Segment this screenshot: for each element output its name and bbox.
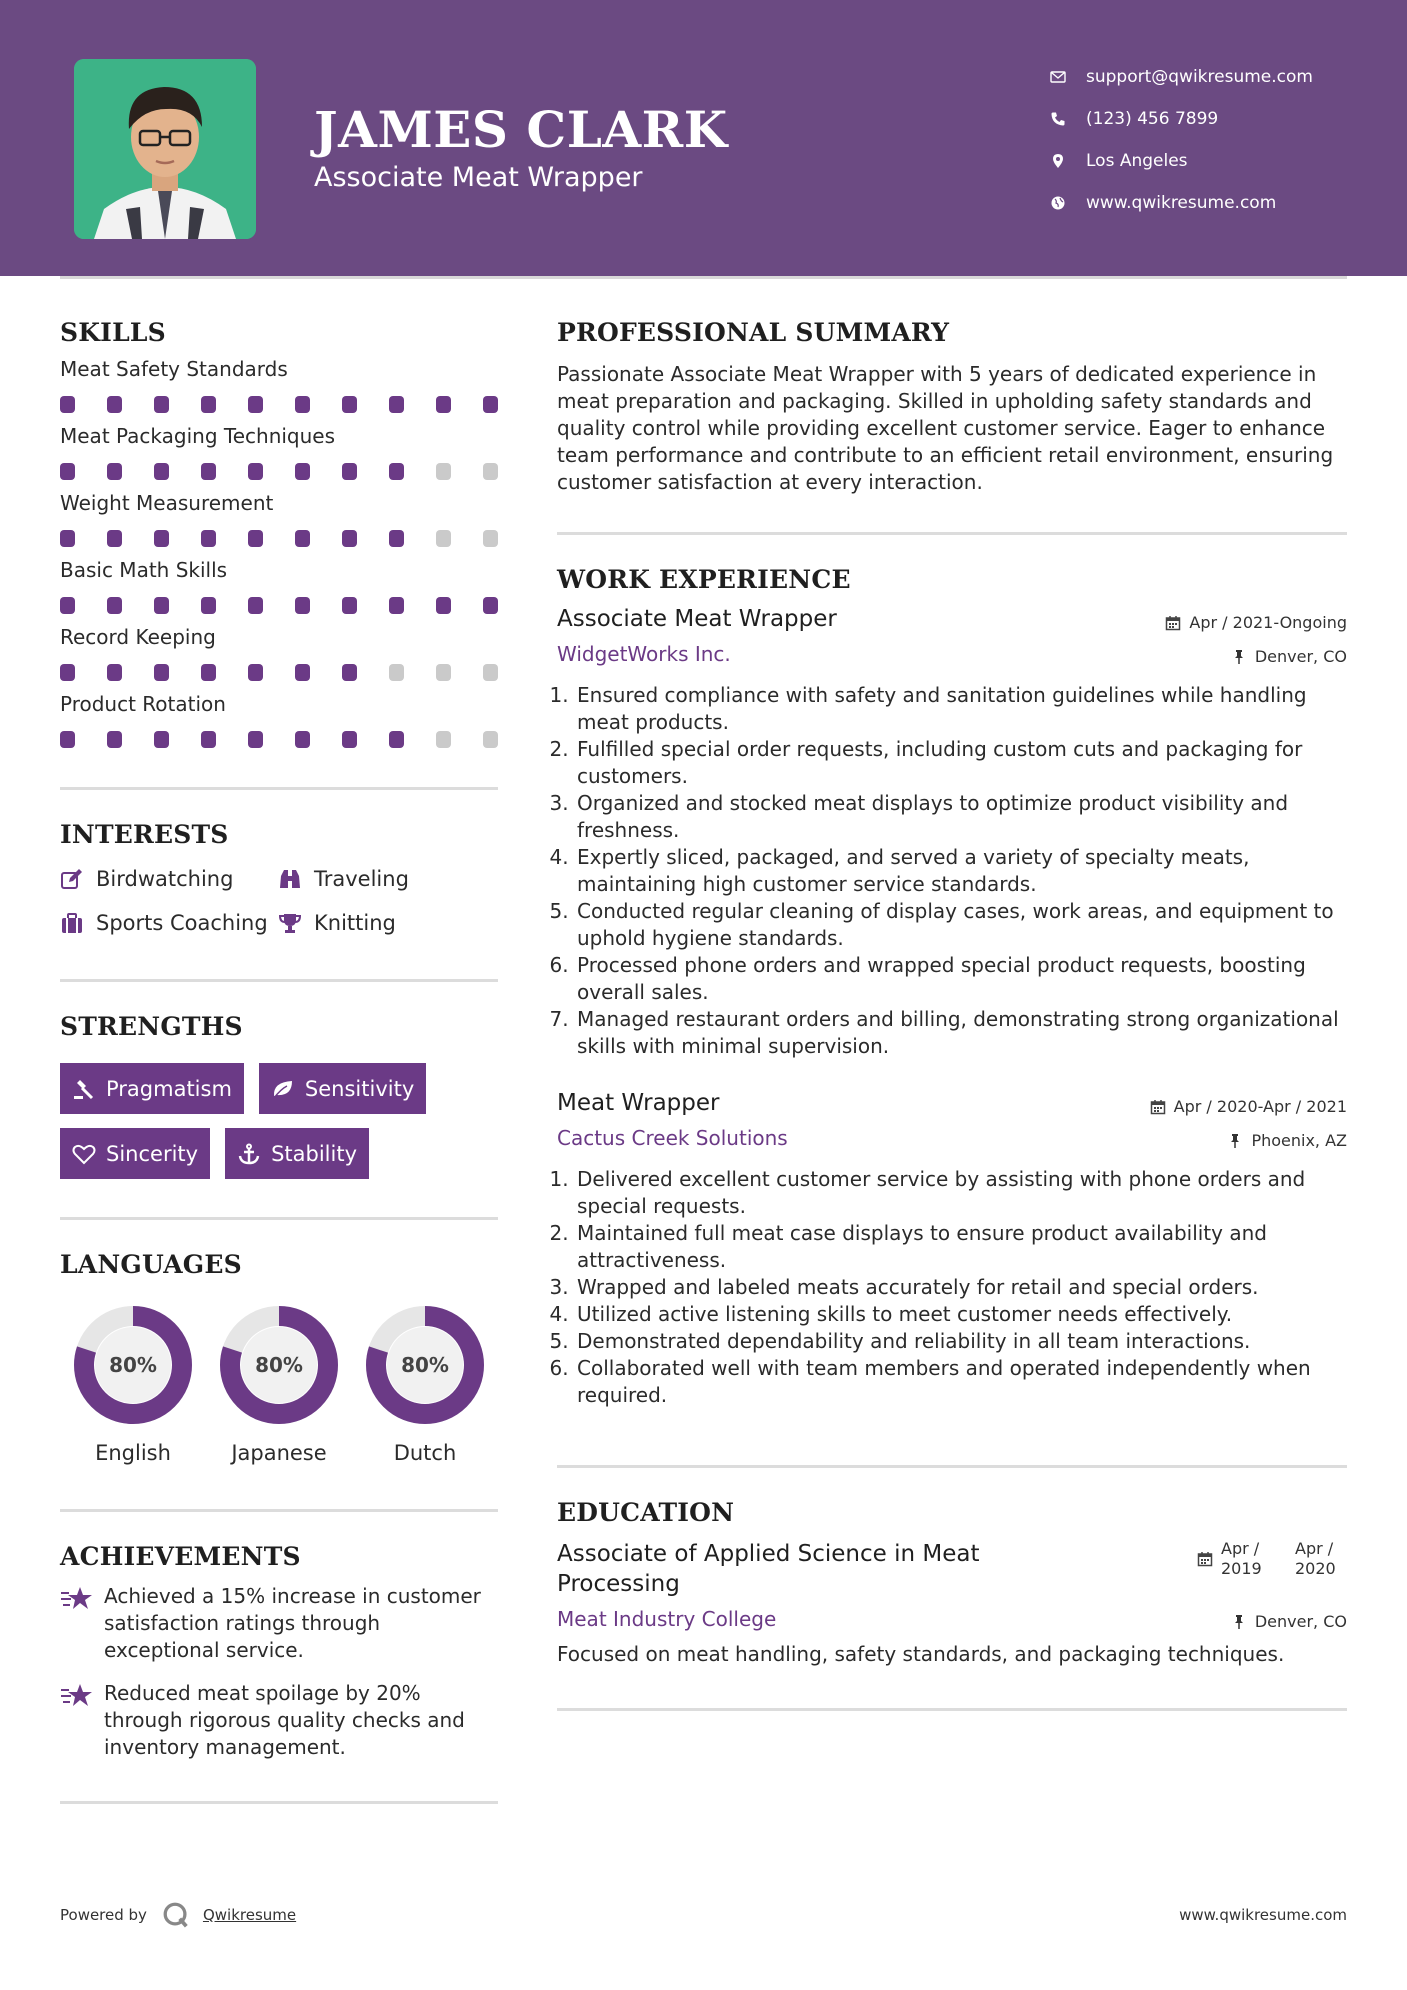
rating-dot (483, 530, 498, 547)
interests-heading: INTERESTS (60, 820, 229, 849)
experience-section (557, 565, 1347, 1409)
rating-dot (389, 597, 404, 614)
rating-dot (295, 731, 310, 748)
skill-name: Product Rotation (60, 692, 226, 716)
skill-name: Meat Packaging Techniques (60, 424, 336, 448)
languages-section (60, 1250, 498, 1465)
job-location (1231, 647, 1347, 666)
rating-dot (342, 597, 357, 614)
skill-name: Basic Math Skills (60, 558, 228, 582)
skill-rating (60, 463, 498, 481)
section-divider (60, 1509, 498, 1512)
skill-rating (60, 731, 498, 749)
achievement-item (60, 1583, 498, 1664)
language-progress-ring (73, 1305, 193, 1425)
pushpin-icon (1231, 649, 1247, 665)
header-divider (60, 276, 1347, 279)
rating-dot (389, 664, 404, 681)
rating-dot (201, 731, 216, 748)
rating-dot (483, 664, 498, 681)
rating-dot (389, 731, 404, 748)
globe-icon (1050, 195, 1086, 211)
job-company: WidgetWorks Inc. (557, 642, 731, 666)
job-bullet: 3. Organized and stocked meat displays to optimize product visibility and freshness. (575, 790, 1347, 844)
job-date-text: Apr / 2020-Apr / 2021 (1173, 1097, 1347, 1116)
rating-dot (201, 597, 216, 614)
contact-email[interactable] (1050, 56, 1390, 98)
skill-item (60, 423, 498, 481)
summary-heading: PROFESSIONAL SUMMARY (557, 318, 950, 347)
candidate-title: Associate Meat Wrapper (314, 162, 643, 193)
section-divider (60, 787, 498, 790)
rating-dot (342, 463, 357, 480)
heart-icon (72, 1143, 96, 1165)
leaf-icon (271, 1078, 295, 1100)
rating-dot (248, 597, 263, 614)
rating-dot (436, 530, 451, 547)
calendar-icon (1197, 1551, 1213, 1567)
rating-dot (436, 731, 451, 748)
job-entry (557, 1090, 1347, 1409)
job-bullet: 4. Utilized active listening skills to meet customer needs effectively. (575, 1301, 1347, 1328)
job-bullets (557, 1166, 1347, 1409)
skills-list (60, 356, 498, 749)
interests-list (60, 867, 498, 935)
contact-email-text: support@qwikresume.com (1086, 67, 1313, 87)
skill-rating (60, 396, 498, 414)
experience-heading: WORK EXPERIENCE (557, 565, 851, 594)
rating-dot (342, 664, 357, 681)
skill-item (60, 624, 498, 682)
achievements-section (60, 1542, 498, 1761)
footer-website[interactable]: www.qwikresume.com (1179, 1906, 1347, 1924)
language-name: Japanese (231, 1441, 327, 1465)
summary-text: Passionate Associate Meat Wrapper with 5 years of dedicated experience in meat preparation and packaging. Skilled in upholding safety standards and quality control while providing excellent customer service. Eager to enhance team performance and contribute to an efficient retail environment, ensuring customer satisfaction at every interaction. (557, 362, 1334, 494)
rating-dot (436, 664, 451, 681)
skill-item (60, 557, 498, 615)
job-bullet: 7. Managed restaurant orders and billing, demonstrating strong organizational skills with minimal supervision. (575, 1006, 1347, 1060)
language-item (206, 1305, 352, 1465)
contact-website[interactable] (1050, 182, 1390, 224)
education-entry (557, 1539, 1347, 1599)
rating-dot (248, 530, 263, 547)
education-start-month: Apr / (1221, 1539, 1260, 1558)
job-bullet: 1. Ensured compliance with safety and sanitation guidelines while handling meat products. (575, 682, 1347, 736)
rating-dot (295, 463, 310, 480)
rating-dot (60, 530, 75, 547)
education-date (1197, 1539, 1347, 1599)
shooting-star-icon (60, 1585, 94, 1613)
job-bullet: 2. Fulfilled special order requests, including custom cuts and packaging for customers. (575, 736, 1347, 790)
job-bullets (557, 682, 1347, 1060)
job-bullet: 1. Delivered excellent customer service by assisting with phone orders and special requests. (575, 1166, 1347, 1220)
skill-item (60, 356, 498, 414)
interest-label: Knitting (314, 911, 396, 935)
rating-dot (154, 530, 169, 547)
job-bullet: 5. Conducted regular cleaning of display cases, work areas, and equipment to uphold hygiene standards. (575, 898, 1347, 952)
rating-dot (248, 396, 263, 413)
rating-dot (107, 463, 122, 480)
rating-dot (107, 396, 122, 413)
rating-dot (342, 530, 357, 547)
skill-rating (60, 664, 498, 682)
rating-dot (295, 597, 310, 614)
gavel-icon (72, 1078, 96, 1100)
degree-title: Associate of Applied Science in Meat Processing (557, 1541, 980, 1597)
interest-item (60, 911, 278, 935)
powered-by-text: Powered by (60, 1906, 147, 1924)
rating-dot (389, 396, 404, 413)
rating-dot (201, 463, 216, 480)
language-progress-ring (365, 1305, 485, 1425)
skills-section (60, 318, 498, 749)
strength-label: Sincerity (106, 1141, 199, 1166)
section-divider (60, 1801, 498, 1804)
contact-phone[interactable] (1050, 98, 1390, 140)
map-marker-icon (1050, 153, 1086, 169)
job-bullet: 6. Collaborated well with team members and operated independently when required. (575, 1355, 1347, 1409)
binoculars-icon (278, 868, 302, 890)
achievement-item (60, 1680, 498, 1761)
strengths-list (60, 1063, 498, 1179)
job-date (1150, 1097, 1347, 1116)
job-location-text: Phoenix, AZ (1251, 1131, 1347, 1150)
skill-name: Record Keeping (60, 625, 216, 649)
job-title: Associate Meat Wrapper (557, 606, 837, 632)
rating-dot (60, 396, 75, 413)
calendar-icon (1150, 1099, 1166, 1115)
pushpin-icon (1231, 1614, 1247, 1630)
education-heading: EDUCATION (557, 1498, 735, 1527)
language-progress-ring (219, 1305, 339, 1425)
rating-dot (107, 530, 122, 547)
left-column (60, 318, 498, 1804)
rating-dot (483, 463, 498, 480)
rating-dot (436, 396, 451, 413)
portrait-image (74, 59, 256, 239)
education-description: Focused on meat handling, safety standards, and packaging techniques. (557, 1642, 1285, 1666)
rating-dot (295, 396, 310, 413)
anchor-icon (237, 1143, 261, 1165)
interest-item (60, 867, 278, 891)
rating-dot (295, 530, 310, 547)
job-company: Cactus Creek Solutions (557, 1126, 788, 1150)
achievement-text: Reduced meat spoilage by 20% through rigorous quality checks and inventory management. (104, 1681, 465, 1759)
language-name: Dutch (393, 1441, 457, 1465)
section-divider (557, 532, 1347, 535)
section-divider (557, 1708, 1347, 1711)
rating-dot (483, 731, 498, 748)
language-name: English (95, 1441, 171, 1465)
job-bullet: 4. Expertly sliced, packaged, and served a variety of specialty meats, maintaining high customer service standards. (575, 844, 1347, 898)
rating-dot (248, 463, 263, 480)
rating-dot (60, 597, 75, 614)
school-name: Meat Industry College (557, 1607, 777, 1631)
rating-dot (154, 731, 169, 748)
candidate-name: JAMES CLARK (314, 100, 728, 159)
achievement-text: Achieved a 15% increase in customer satisfaction ratings through exceptional service. (104, 1584, 481, 1662)
strength-label: Sensitivity (304, 1076, 415, 1101)
job-date-text: Apr / 2021-Ongoing (1189, 613, 1347, 632)
rating-dot (342, 731, 357, 748)
skill-name: Weight Measurement (60, 491, 274, 515)
rating-dot (342, 396, 357, 413)
skills-heading: SKILLS (60, 318, 166, 347)
footer-powered-by (60, 1900, 296, 1930)
strength-tag (225, 1128, 369, 1179)
job-bullet: 6. Processed phone orders and wrapped special product requests, boosting overall sales. (575, 952, 1347, 1006)
strength-tag (60, 1128, 210, 1179)
section-divider (557, 1465, 1347, 1468)
rating-dot (295, 664, 310, 681)
skill-rating (60, 530, 498, 548)
education-location-text: Denver, CO (1254, 1612, 1347, 1631)
rating-dot (154, 664, 169, 681)
rating-dot (60, 664, 75, 681)
rating-dot (201, 530, 216, 547)
job-bullet: 3. Wrapped and labeled meats accurately for retail and special orders. (575, 1274, 1347, 1301)
language-item (60, 1305, 206, 1465)
strength-tag (60, 1063, 244, 1114)
rating-dot (248, 664, 263, 681)
rating-dot (60, 731, 75, 748)
rating-dot (248, 731, 263, 748)
interest-label: Sports Coaching (96, 911, 268, 935)
rating-dot (107, 664, 122, 681)
strength-tag (259, 1063, 426, 1114)
strength-label: Pragmatism (106, 1076, 232, 1101)
interests-section (60, 820, 498, 935)
skill-rating (60, 597, 498, 615)
rating-dot (107, 597, 122, 614)
rating-dot (483, 396, 498, 413)
strength-label: Stability (271, 1141, 358, 1166)
job-bullet: 2. Maintained full meat case displays to ensure product availability and attractiveness. (575, 1220, 1347, 1274)
rating-dot (107, 731, 122, 748)
skill-item (60, 691, 498, 749)
contact-location (1050, 140, 1390, 182)
language-item (352, 1305, 498, 1465)
interest-item (278, 911, 478, 935)
phone-icon (1050, 111, 1086, 127)
contact-website-text: www.qwikresume.com (1086, 193, 1277, 213)
rating-dot (154, 463, 169, 480)
pushpin-icon (1227, 1133, 1243, 1149)
education-section (557, 1498, 1347, 1668)
rating-dot (154, 396, 169, 413)
strengths-section (60, 1012, 498, 1179)
job-bullet: 5. Demonstrated dependability and reliability in all team interactions. (575, 1328, 1347, 1355)
education-end-year: 2020 (1295, 1559, 1336, 1578)
section-divider (60, 1217, 498, 1220)
right-column (557, 318, 1347, 1711)
briefcase-icon (60, 912, 84, 934)
job-date (1165, 613, 1347, 632)
interest-item (278, 867, 478, 891)
brand-link[interactable]: Qwikresume (202, 1906, 297, 1924)
skill-item (60, 490, 498, 548)
rating-dot (483, 597, 498, 614)
profile-photo (74, 59, 256, 239)
contact-location-text: Los Angeles (1086, 151, 1188, 171)
languages-heading: LANGUAGES (60, 1250, 242, 1279)
qwikresume-logo-icon (161, 1900, 191, 1930)
education-start-year: 2019 (1221, 1559, 1262, 1578)
job-title: Meat Wrapper (557, 1090, 720, 1116)
strengths-heading: STRENGTHS (60, 1012, 243, 1041)
rating-dot (154, 597, 169, 614)
skill-name: Meat Safety Standards (60, 357, 288, 381)
language-percent: 80% (255, 1353, 303, 1377)
rating-dot (389, 463, 404, 480)
calendar-icon (1165, 615, 1181, 631)
job-location (1227, 1131, 1347, 1150)
rating-dot (436, 597, 451, 614)
envelope-icon (1050, 69, 1086, 85)
rating-dot (201, 664, 216, 681)
education-location (1231, 1612, 1347, 1631)
rating-dot (60, 463, 75, 480)
interest-label: Birdwatching (96, 867, 234, 891)
job-location-text: Denver, CO (1254, 647, 1347, 666)
contact-phone-text: (123) 456 7899 (1086, 109, 1219, 129)
resume-header (0, 0, 1407, 276)
language-percent: 80% (109, 1353, 157, 1377)
section-divider (60, 979, 498, 982)
rating-dot (201, 396, 216, 413)
languages-list (60, 1305, 498, 1465)
interest-label: Traveling (314, 867, 409, 891)
shooting-star-icon (60, 1682, 94, 1710)
contact-list (1050, 56, 1390, 224)
edit-icon (60, 868, 84, 890)
job-entry (557, 606, 1347, 1060)
rating-dot (389, 530, 404, 547)
summary-section (557, 318, 1347, 496)
rating-dot (436, 463, 451, 480)
education-end-month: Apr / (1295, 1539, 1334, 1558)
trophy-icon (278, 912, 302, 934)
achievements-heading: ACHIEVEMENTS (60, 1542, 301, 1571)
language-percent: 80% (401, 1353, 449, 1377)
